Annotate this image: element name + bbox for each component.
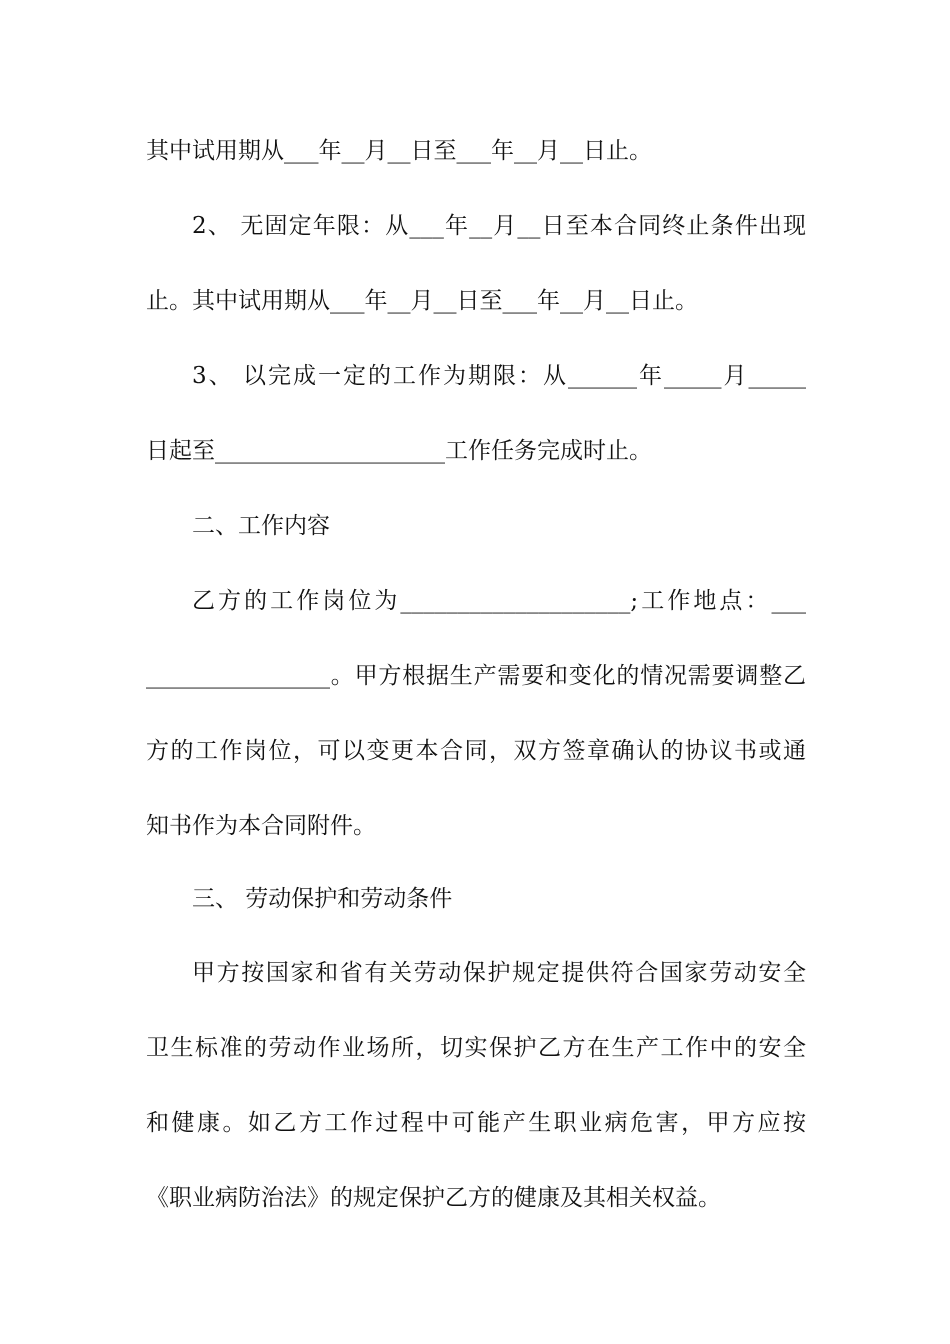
text-line: 其中试用期从___年__月__日至___年__月__日止。 bbox=[146, 138, 652, 164]
text-line: 2、 无固定年限：从___年__月__日至本合同终止条件出现 bbox=[192, 213, 806, 239]
text-line: 和健康。如乙方工作过程中可能产生职业病危害，甲方应按 bbox=[146, 1110, 806, 1136]
text-line: 3、 以完成一定的工作为期限：从______年_____月_____ bbox=[192, 363, 806, 389]
text-line: 知书作为本合同附件。 bbox=[146, 813, 376, 839]
text-line: 卫生标准的劳动作业场所，切实保护乙方在生产工作中的安全 bbox=[146, 1035, 806, 1061]
section-heading: 二、工作内容 bbox=[192, 513, 330, 539]
text-line: 乙方的工作岗位为____________________;工作地点：___ bbox=[192, 588, 806, 614]
text-line: 日起至____________________工作任务完成时止。 bbox=[146, 438, 652, 464]
text-line: ________________。甲方根据生产需要和变化的情况需要调整乙 bbox=[146, 663, 806, 689]
text-line: 甲方按国家和省有关劳动保护规定提供符合国家劳动安全 bbox=[192, 960, 806, 986]
text-line: 《职业病防治法》的规定保护乙方的健康及其相关权益。 bbox=[146, 1185, 721, 1211]
text-line: 方的工作岗位，可以变更本合同，双方签章确认的协议书或通 bbox=[146, 738, 806, 764]
section-heading: 三、 劳动保护和劳动条件 bbox=[192, 886, 453, 912]
text-line: 止。其中试用期从___年__月__日至___年__月__日止。 bbox=[146, 288, 698, 314]
